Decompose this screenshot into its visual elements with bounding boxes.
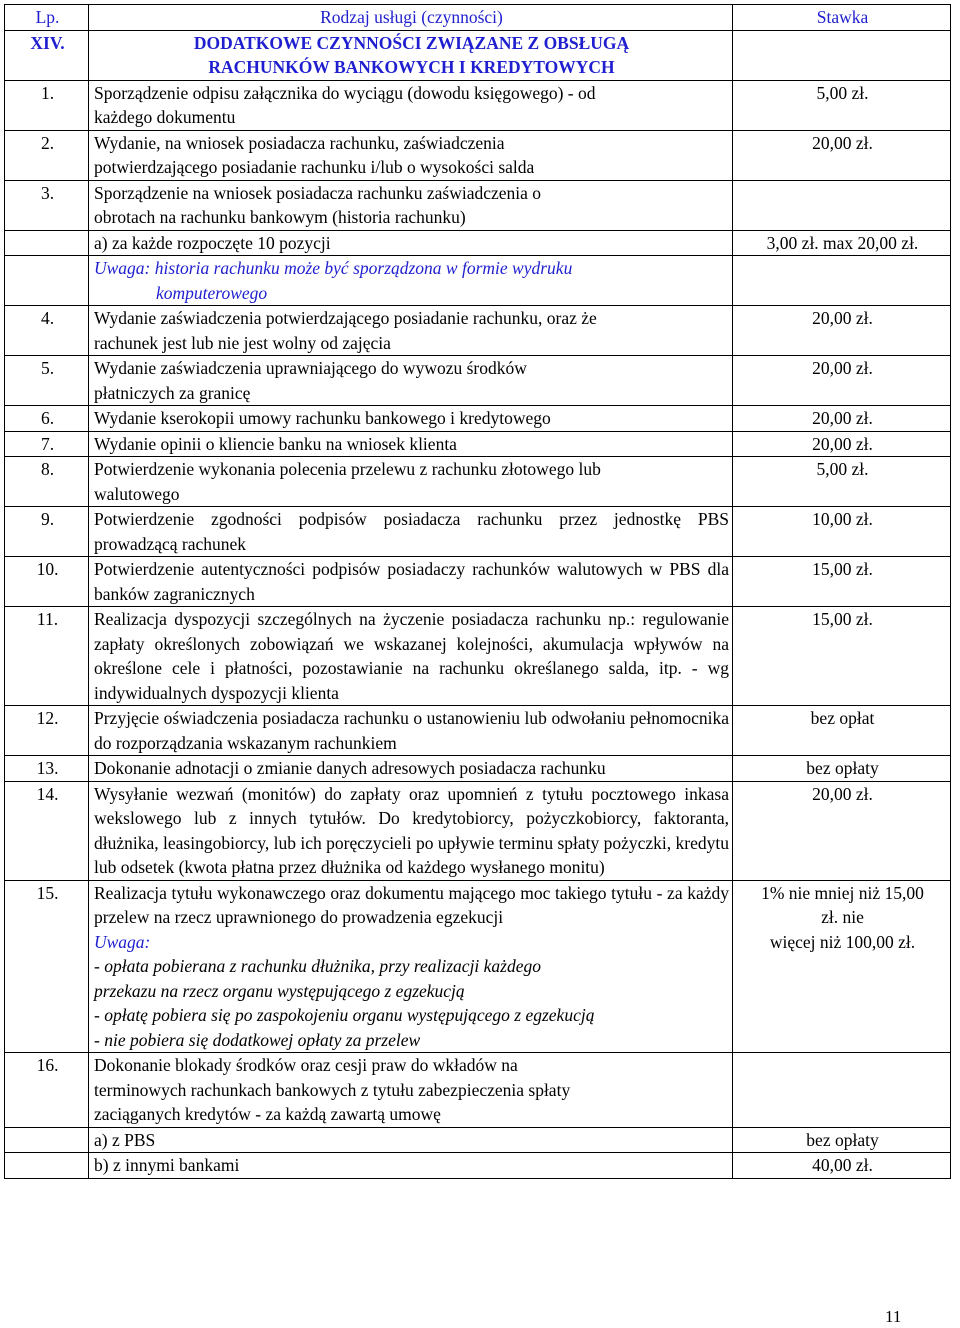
service-line: Sporządzenie odpisu załącznika do wyciągu (dowodu księgowego) - od xyxy=(94,82,596,103)
service-line: potwierdzającego posiadanie rachunku i/lub o wysokości salda xyxy=(94,157,535,177)
row-lp: 15. xyxy=(5,880,89,1053)
table-row xyxy=(5,306,951,356)
row-subitem: a) z PBS xyxy=(89,1127,733,1153)
row-service: Potwierdzenie autentyczności podpisów posiadaczy rachunków walutowych w PBS dla banków zagranicznych xyxy=(89,557,733,607)
header-row xyxy=(5,5,951,31)
row-rate: 15,00 zł. xyxy=(733,607,951,706)
page-number: 11 xyxy=(885,1307,902,1326)
service-line: rachunek jest lub nie jest wolny od zajęcia xyxy=(94,332,391,353)
row-lp: 1. xyxy=(5,80,89,130)
note-text: - nie pobiera się dodatkowej opłaty za przelew xyxy=(94,1029,421,1050)
row-rate xyxy=(733,880,951,1053)
row-rate: 3,00 zł. max 20,00 zł. xyxy=(733,230,951,256)
header-service: Rodzaj usługi (czynności) xyxy=(89,5,733,31)
table-row xyxy=(5,607,951,706)
row-lp: 7. xyxy=(5,431,89,457)
row-service xyxy=(89,180,733,230)
row-rate: 20,00 zł. xyxy=(733,781,951,880)
row-service xyxy=(89,80,733,130)
row-service: Wysyłanie wezwań (monitów) do zapłaty oraz upomnień z tytułu pocztowego inkasa wekslowego lub z innych tytułów. Do kredytobiorcy, pożyczkobiorcy, faktoranta, dłużnika, leasingobiorcy, lub ich poręczycieli po upływie terminu spłaty pożyczki, kredytu lub odsetek (kwota płatna przez dłużnika od każdego wysłanego monitu) xyxy=(89,781,733,880)
row-lp-empty xyxy=(5,1127,89,1153)
note-text xyxy=(94,954,729,1003)
fee-table xyxy=(4,4,951,1179)
service-line: Wydanie, na wniosek posiadacza rachunku, zaświadczenia xyxy=(94,132,505,153)
row-lp: 9. xyxy=(5,507,89,557)
table-subrow xyxy=(5,230,951,256)
row-rate: bez opłaty xyxy=(733,756,951,782)
table-row xyxy=(5,80,951,130)
service-line: Dokonanie blokady środków oraz cesji praw do wkładów na xyxy=(94,1055,518,1075)
row-subitem: b) z innymi bankami xyxy=(89,1153,733,1179)
table-row xyxy=(5,180,951,230)
row-lp: 14. xyxy=(5,781,89,880)
row-service: Wydanie kserokopii umowy rachunku bankowego i kredytowego xyxy=(89,406,733,432)
row-service xyxy=(89,306,733,356)
section-title xyxy=(89,30,733,80)
service-line: Wydanie zaświadczenia potwierdzającego posiadanie rachunku, oraz że xyxy=(94,308,597,328)
row-lp: 4. xyxy=(5,306,89,356)
row-service xyxy=(89,457,733,507)
row-lp-empty xyxy=(5,230,89,256)
row-lp: 3. xyxy=(5,180,89,230)
note-text: historia rachunku może być sporządzona w formie wydruku xyxy=(150,258,573,278)
row-rate: 15,00 zł. xyxy=(733,557,951,607)
table-subrow xyxy=(5,256,951,306)
row-lp-empty xyxy=(5,256,89,306)
row-note xyxy=(89,256,733,306)
row-rate: 20,00 zł. xyxy=(733,431,951,457)
note-text: komputerowego xyxy=(156,282,268,303)
table-subrow xyxy=(5,1153,951,1179)
service-line: zaciąganych kredytów - za każdą zawartą umowę xyxy=(94,1104,441,1124)
row-service: Dokonanie adnotacji o zmianie danych adresowych posiadacza rachunku xyxy=(89,756,733,782)
service-line: każdego dokumentu xyxy=(94,107,236,127)
row-lp-empty xyxy=(5,1153,89,1179)
row-rate: bez opłaty xyxy=(733,1127,951,1153)
service-line: Sporządzenie na wniosek posiadacza rachunku zaświadczenia o xyxy=(94,182,542,203)
table-row xyxy=(5,880,951,1053)
note-text: - opłatę pobiera się po zaspokojeniu organu występującego z egzekucją xyxy=(94,1005,595,1025)
row-rate: 5,00 zł. xyxy=(733,80,951,130)
table-row xyxy=(5,507,951,557)
table-row xyxy=(5,406,951,432)
table-row xyxy=(5,706,951,756)
service-line: Potwierdzenie wykonania polecenia przelewu z rachunku złotowego lub xyxy=(94,459,601,479)
note-label: Uwaga: xyxy=(94,931,151,952)
row-rate-empty xyxy=(733,256,951,306)
table-row xyxy=(5,756,951,782)
row-rate: 20,00 zł. xyxy=(733,406,951,432)
row-service: Wydanie opinii o kliencie banku na wniosek klienta xyxy=(89,431,733,457)
row-service: Potwierdzenie zgodności podpisów posiadacza rachunku przez jednostkę PBS prowadzącą rachunek xyxy=(89,507,733,557)
row-lp: 10. xyxy=(5,557,89,607)
row-service: Realizacja dyspozycji szczególnych na życzenie posiadacza rachunku np.: regulowanie zapłaty określonych zobowiązań we wskazanej kolejności, akumulacja wpływów na określone cele i płatności, pozostawianie na rachunku określanego salda, itp. - wg indywidualnych dyspozycji klienta xyxy=(89,607,733,706)
service-line: obrotach na rachunku bankowym (historia rachunku) xyxy=(94,207,466,227)
row-service xyxy=(89,356,733,406)
section-title-line: RACHUNKÓW BANKOWYCH I KREDYTOWYCH xyxy=(208,57,615,77)
row-service: Przyjęcie oświadczenia posiadacza rachunku o ustanowieniu lub odwołaniu pełnomocnika do rozporządzania wskazanym rachunkiem xyxy=(89,706,733,756)
row-lp: 12. xyxy=(5,706,89,756)
rate-line: 1% nie mniej niż 15,00 xyxy=(761,882,924,903)
note-label: Uwaga: xyxy=(94,258,151,278)
service-text: Realizacja tytułu wykonawczego oraz dokumentu mającego moc takiego tytułu - za każdy przelew na rzecz uprawnionego do prowadzenia egzekucji xyxy=(94,882,729,927)
row-lp: 8. xyxy=(5,457,89,507)
row-subitem: a) za każde rozpoczęte 10 pozycji xyxy=(89,230,733,256)
row-rate: 5,00 zł. xyxy=(733,457,951,507)
row-service xyxy=(89,1053,733,1128)
table-row xyxy=(5,557,951,607)
row-lp: 5. xyxy=(5,356,89,406)
service-line: Wydanie zaświadczenia uprawniającego do wywozu środków xyxy=(94,358,527,378)
table-row xyxy=(5,1053,951,1128)
note-line: - opłata pobierana z rachunku dłużnika, przy realizacji każdego xyxy=(94,956,542,976)
section-row xyxy=(5,30,951,80)
row-rate: 20,00 zł. xyxy=(733,356,951,406)
row-lp: 6. xyxy=(5,406,89,432)
table-row xyxy=(5,130,951,180)
table-subrow xyxy=(5,1127,951,1153)
row-rate: 20,00 zł. xyxy=(733,306,951,356)
table-row xyxy=(5,356,951,406)
row-lp: 11. xyxy=(5,607,89,706)
note-line: przekazu na rzecz organu występującego z egzekucją xyxy=(94,980,465,1001)
service-line: terminowych rachunkach bankowych z tytułu zabezpieczenia spłaty xyxy=(94,1079,571,1100)
row-lp: 13. xyxy=(5,756,89,782)
service-line: płatniczych za granicę xyxy=(94,382,251,403)
service-line: walutowego xyxy=(94,483,180,504)
table-row xyxy=(5,457,951,507)
row-rate-empty xyxy=(733,1053,951,1128)
row-rate: 20,00 zł. xyxy=(733,130,951,180)
section-number: XIV. xyxy=(5,30,89,80)
row-service xyxy=(89,880,733,1053)
table-row xyxy=(5,781,951,880)
row-rate: bez opłat xyxy=(733,706,951,756)
row-lp: 16. xyxy=(5,1053,89,1128)
row-rate xyxy=(733,180,951,230)
row-rate: 10,00 zł. xyxy=(733,507,951,557)
section-rate-empty xyxy=(733,30,951,80)
rate-line: zł. nie xyxy=(821,907,864,927)
section-title-line: DODATKOWE CZYNNOŚCI ZWIĄZANE Z OBSŁUGĄ xyxy=(193,32,630,53)
header-rate: Stawka xyxy=(733,5,951,31)
header-lp: Lp. xyxy=(5,5,89,31)
rate-line: więcej niż 100,00 zł. xyxy=(769,931,916,952)
row-service xyxy=(89,130,733,180)
row-lp: 2. xyxy=(5,130,89,180)
table-row xyxy=(5,431,951,457)
row-rate: 40,00 zł. xyxy=(733,1153,951,1179)
